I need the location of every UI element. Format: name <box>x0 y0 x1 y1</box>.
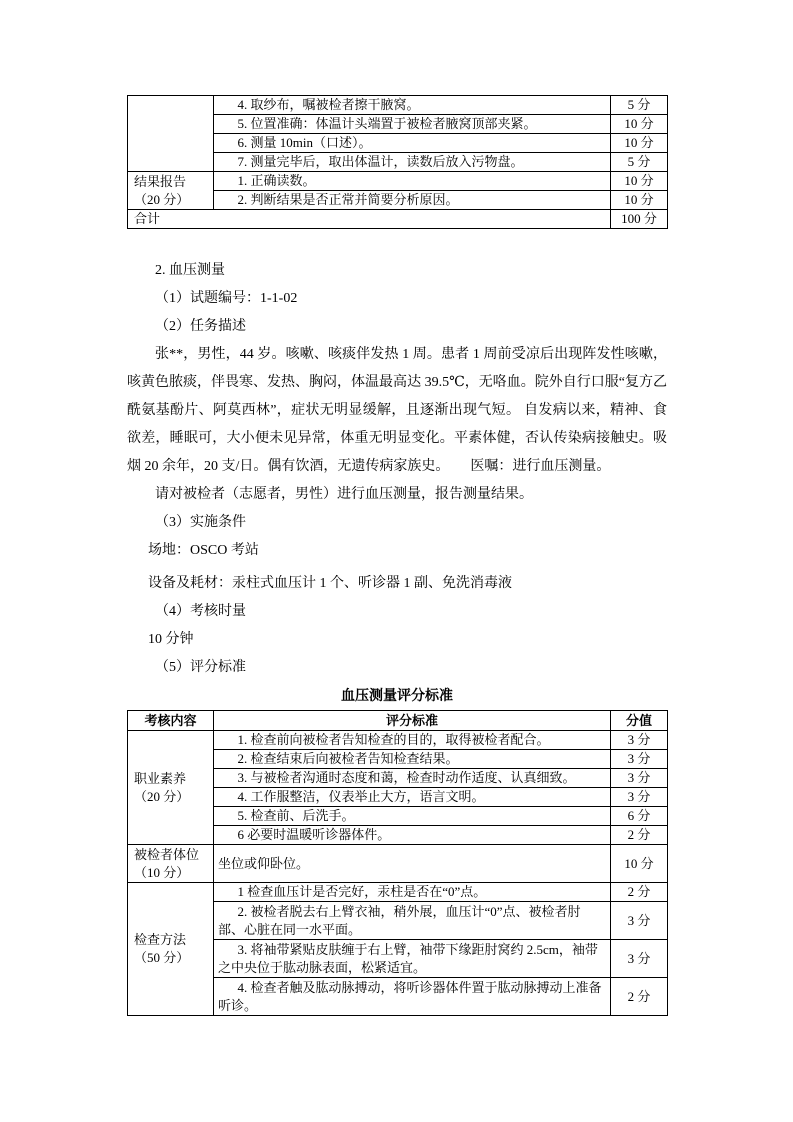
criterion-text: 6 必要时温暖听诊器体件。 <box>214 826 611 845</box>
criterion-text: 5. 位置准确：体温计头端置于被检者腋窝顶部夹紧。 <box>214 115 611 134</box>
criterion-score: 6 分 <box>611 807 668 826</box>
criterion-score: 10 分 <box>611 845 668 883</box>
blood-pressure-score-table <box>127 710 668 1016</box>
criterion-text: 坐位或仰卧位。 <box>214 845 611 883</box>
criterion-text: 1 检查血压计是否完好，汞柱是否在“0”点。 <box>214 883 611 902</box>
table-row <box>128 172 668 191</box>
category-cell-professionalism <box>128 731 214 845</box>
category-cell-empty <box>128 96 214 172</box>
criterion-text: 1. 检查前向被检者告知检查的目的，取得被检者配合。 <box>214 731 611 750</box>
temperature-score-table <box>127 95 668 229</box>
criterion-score: 10 分 <box>611 172 668 191</box>
category-points: （20 分） <box>134 191 190 207</box>
header-criteria: 评分标准 <box>214 711 611 731</box>
category-cell-result-report <box>128 172 214 210</box>
criterion-text: 2. 检查结束后向被检者告知检查结果。 <box>214 750 611 769</box>
criterion-text: 6. 测量 10min（口述）。 <box>214 134 611 153</box>
item-exam-number: （1）试题编号：1-1-02 <box>155 291 298 306</box>
item-scoring-criteria: （5）评分标准 <box>155 660 246 675</box>
case-description: 张**，男性，44 岁。咳嗽、咳痰伴发热 1 周。患者 1 周前受凉后出现阵发性咳嗽，咳黄色脓痰，伴畏寒、发热、胸闷，体温最高达 39.5℃，无咯血。院外自行口服“复方乙酰氨基酚片、阿莫西林”，症状无明显缓解，且逐渐出现气短。 自发病以来，精神、食欲差，睡眠可，大小便未见异常，体重无明显变化。平素体健，否认传染病接触史。吸烟 20 余年，20 支/日。偶有饮酒，无遗传病家族史。 医嘱：进行血压测量。 <box>127 347 667 474</box>
task-instruction: 请对被检者（志愿者，男性）进行血压测量，报告测量结果。 <box>155 487 533 502</box>
section-title: 2. 血压测量 <box>155 263 225 278</box>
category-label: 被检者体位 <box>134 846 200 862</box>
header-score: 分值 <box>611 711 668 731</box>
criterion-score: 5 分 <box>611 153 668 172</box>
criterion-text: 4. 工作服整洁，仪表举止大方，语言文明。 <box>214 788 611 807</box>
table-row <box>128 845 668 883</box>
category-label: 检查方法 <box>134 932 187 947</box>
criterion-score: 2 分 <box>611 978 668 1016</box>
criterion-score: 10 分 <box>611 115 668 134</box>
category-label: 结果报告 <box>134 173 187 189</box>
item-implementation-conditions: （3）实施条件 <box>155 515 246 530</box>
category-cell-position <box>128 845 214 883</box>
equipment-text: 设备及耗材：汞柱式血压计 1 个、听诊器 1 副、免洗消毒液 <box>148 576 512 591</box>
criterion-score: 3 分 <box>611 769 668 788</box>
criterion-score: 3 分 <box>611 902 668 940</box>
criterion-score: 5 分 <box>611 96 668 115</box>
criterion-text: 5. 检查前、后洗手。 <box>214 807 611 826</box>
criterion-score: 3 分 <box>611 940 668 978</box>
criterion-text: 3. 与被检者沟通时态度和蔼，检查时动作适度、认真细致。 <box>214 769 611 788</box>
duration-text: 10 分钟 <box>148 632 194 647</box>
criterion-score: 3 分 <box>611 750 668 769</box>
criterion-score: 3 分 <box>611 788 668 807</box>
venue-text: 场地：OSCO 考站 <box>148 543 259 558</box>
criterion-text: 7. 测量完毕后，取出体温计，读数后放入污物盘。 <box>214 153 611 172</box>
total-label: 合计 <box>128 210 611 229</box>
category-label: 职业素养 <box>134 770 187 786</box>
category-points: （10 分） <box>134 864 190 880</box>
table-row <box>128 731 668 750</box>
criterion-text: 2. 判断结果是否正常并简要分析原因。 <box>214 191 611 210</box>
table-row <box>128 96 668 115</box>
table-row-total <box>128 210 668 229</box>
table-row <box>128 883 668 902</box>
table-header-row <box>128 711 668 731</box>
criterion-score: 3 分 <box>611 731 668 750</box>
criterion-text: 1. 正确读数。 <box>214 172 611 191</box>
criterion-score: 2 分 <box>611 883 668 902</box>
criterion-score: 2 分 <box>611 826 668 845</box>
category-points: （20 分） <box>134 788 190 804</box>
criterion-text: 3. 将袖带紧贴皮肤缠于右上臂，袖带下缘距肘窝约 2.5cm，袖带之中央位于肱动脉表面，松紧适宜。 <box>214 940 611 978</box>
criterion-score: 10 分 <box>611 134 668 153</box>
category-points: （50 分） <box>134 950 190 965</box>
criterion-text: 2. 被检者脱去右上臂衣袖，稍外展，血压计“0”点、被检者肘部、心脏在同一水平面。 <box>214 902 611 940</box>
total-score: 100 分 <box>611 210 668 229</box>
item-task-description: （2）任务描述 <box>155 319 246 334</box>
item-exam-duration: （4）考核时量 <box>155 604 246 619</box>
category-cell-method <box>128 883 214 1016</box>
header-category: 考核内容 <box>128 711 214 731</box>
criterion-text: 4. 取纱布，嘱被检者擦干腋窝。 <box>214 96 611 115</box>
score-table-title: 血压测量评分标准 <box>341 689 453 704</box>
criterion-score: 10 分 <box>611 191 668 210</box>
criterion-text: 4. 检查者触及肱动脉搏动，将听诊器体件置于肱动脉搏动上准备听诊。 <box>214 978 611 1016</box>
